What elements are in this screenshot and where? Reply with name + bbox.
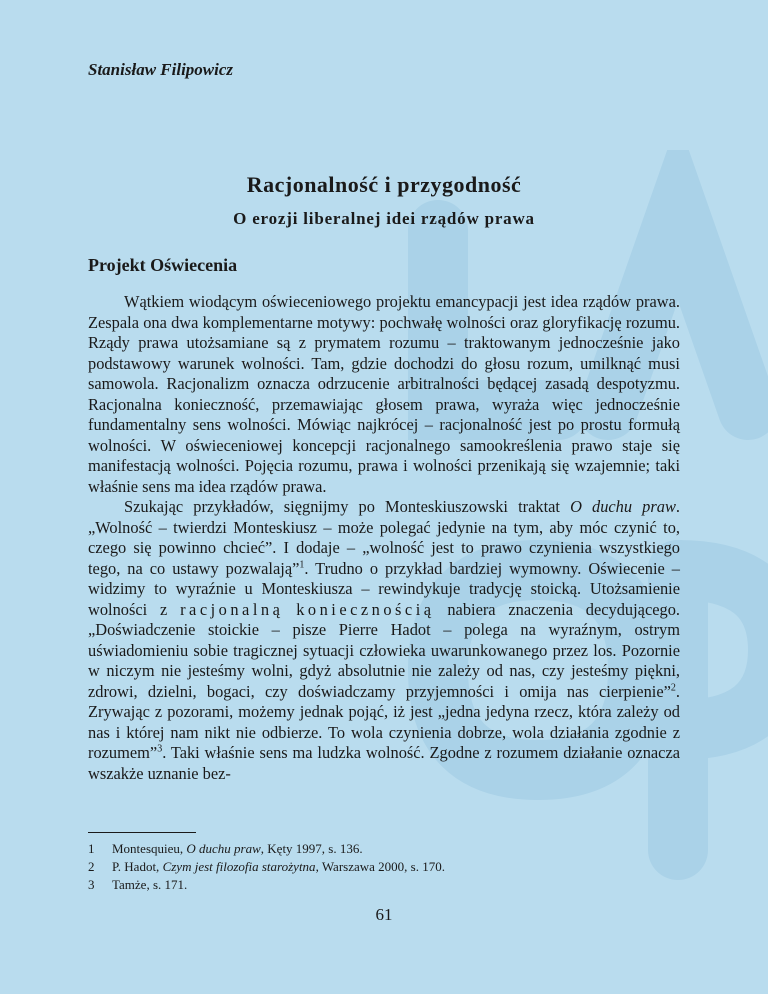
p2-text-f	[283, 600, 296, 619]
footnote-ref-2[interactable]: 2	[670, 682, 676, 694]
footnote-text: Montesquieu, O duchu praw, Kęty 1997, s. 136.	[112, 841, 363, 856]
article-subtitle: O erozji liberalnej idei rządów prawa	[233, 209, 535, 228]
author-name: Stanisław Filipowicz	[88, 60, 234, 79]
footnote-number: 3	[88, 877, 95, 892]
footnote-2	[88, 858, 680, 876]
footnotes	[88, 840, 680, 894]
p2-spaced-racjonalna: racjonalną	[180, 599, 284, 619]
paragraph-2	[88, 497, 680, 784]
footnote-3	[88, 876, 680, 894]
p2-spaced-koniecznoscia: koniecznością	[296, 599, 435, 619]
footnote-text: Tamże, s. 171.	[112, 877, 188, 892]
footnote-text: P. Hadot, Czym jest filozofia starożytna, Warszawa 2000, s. 170.	[112, 859, 445, 874]
footnote-number: 1	[88, 841, 95, 856]
page-number: 61	[375, 905, 393, 924]
section-heading: Projekt Oświecenia	[88, 255, 238, 275]
p2-text-j: . Taki właśnie sens ma ludzka wolność. Zgodne z rozumem działanie oznacza wszakże uznanie bez-	[88, 743, 680, 783]
document-page	[88, 0, 680, 994]
paragraph-1: Wątkiem wiodącym oświeceniowego projektu emancypacji jest idea rządów prawa. Zespala ona dwa komplementarne motywy: pochwałę wolności oraz gloryfikację rozumu. Rządy prawa utożsamiane są z prymatem rozumu – traktowanym jednocześnie jako podstawowy warunek wolności. Tam, gdzie dochodzi do głosu rozum, umilknąć musi samowola. Racjonalizm oznacza odrzucenie arbitralności będącej zasadą despotyzmu. Racjonalna konieczność, przemawiając głosem prawa, wyraża więc jednocześnie fundamentalny sens wolności. Mówiąc najkrócej – racjonalność jest po prostu formułą wolności. W oświeceniowej koncepcji racjonalnego samookreślenia prawo staje się manifestacją wolności. Pojęcia rozumu, prawa i wolności przenikają się wzajemnie; taki właśnie sens ma idea rządów prawa.	[88, 292, 680, 496]
p2-text-a: Szukając przykładów, sięgnijmy po Monteskiuszowski traktat	[124, 497, 571, 516]
footnote-divider	[88, 832, 196, 833]
footnote-ref-3[interactable]: 3	[157, 743, 163, 755]
footnote-ref-1[interactable]: 1	[299, 559, 305, 571]
p2-text-h: nabiera znaczenia decydującego. „Doświadczenie stoickie – pisze Pierre Hadot – polega na wyraźnym, ostrym uświadomieniu sobie tragicznej sytuacji człowieka uwarunkowanego przez los. Pozornie w niczym nie jesteśmy wolni, gdyż absolutnie nie zależy od nas, czy jesteśmy piękni, zdrowi, dzielni, bogaci, czy doświadczamy przyjemności i omija nas cierpienie”	[88, 599, 680, 701]
p2-book-title: O duchu praw	[570, 497, 676, 516]
article-title: Racjonalność i przygodność	[246, 172, 522, 197]
p2-text-c: . „Wolność – twierdzi Monteskiusz – może polegać jedynie na tym, aby móc czynić to, czego się powinno chcieć”. I dodaje – „wolność jest to prawo czynienia wszystkiego tego, na co ustawy pozwalają”	[88, 497, 680, 578]
footnote-1	[88, 840, 680, 858]
article-body	[88, 292, 680, 784]
footnote-number: 2	[88, 859, 95, 874]
p2-text-i: . Zrywając z pozorami, możemy jednak pojąć, iż jest „jedna jedyna rzecz, która zależy od nas i której nam nikt nie odbierze. To wola czynienia dobrze, wola działania zgodnie z rozumem”	[88, 681, 680, 762]
p2-text-d: . Trudno o przykład bardziej wymowny. Oświecenie – widzimy to wyraźnie u Monteskiusza – rewindykuje tradycję stoicką. Utożsamienie wolności z	[88, 558, 680, 619]
